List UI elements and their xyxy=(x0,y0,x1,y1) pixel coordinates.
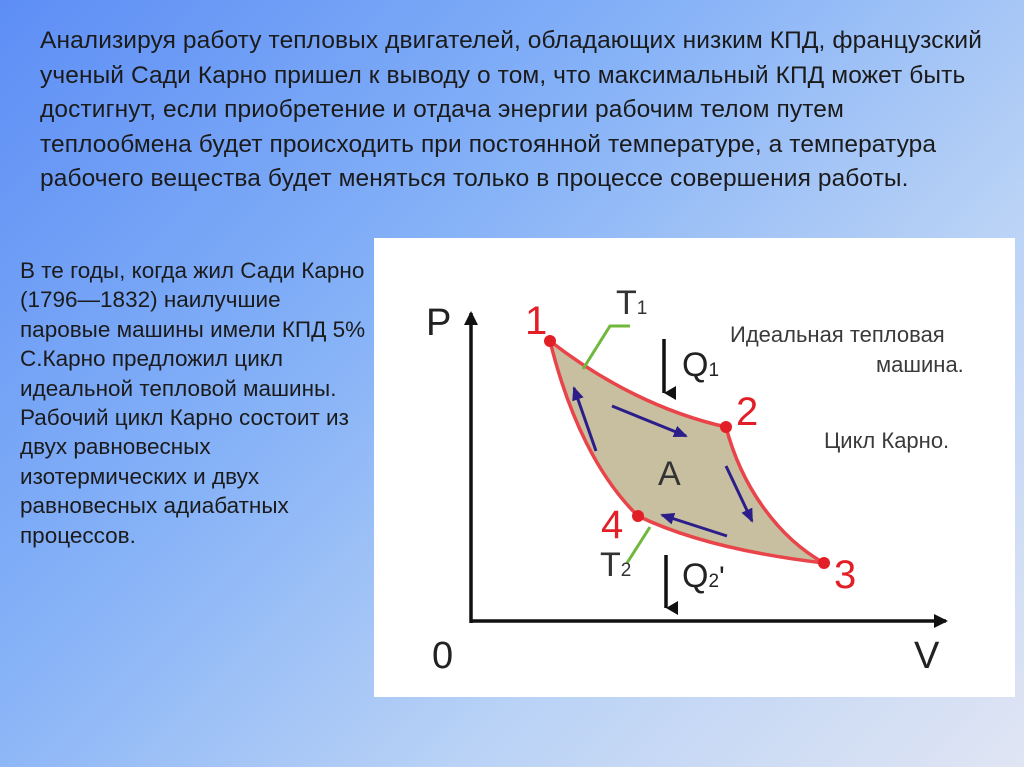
work-label: А xyxy=(658,455,681,493)
q1-label: Q1 xyxy=(682,346,720,384)
carnot-cycle-figure xyxy=(374,238,1015,697)
point-1-label: 1 xyxy=(525,299,548,343)
point-3-marker xyxy=(818,557,830,569)
point-2-label: 2 xyxy=(736,390,759,434)
q2-label: Q2' xyxy=(682,557,725,595)
t1-label: T1 xyxy=(616,284,648,322)
p-axis-label: P xyxy=(426,302,452,344)
t2-label: T2 xyxy=(600,546,632,584)
caption-cycle: Цикл Карно. xyxy=(824,428,950,453)
side-paragraph: В те годы, когда жил Сади Карно (1796—1832) наилучшие паровые машины имели КПД 5% С.Карно предложил цикл идеальной тепловой машины. Рабочий цикл Карно состоит из двух равновесных изотермических и двух равновесных адиабатных процессов. xyxy=(20,258,366,548)
point-4-label: 4 xyxy=(601,503,624,547)
point-4-marker xyxy=(632,510,644,522)
point-3-label: 3 xyxy=(834,553,857,597)
v-axis-label: V xyxy=(914,635,940,677)
t1-leader-line xyxy=(583,326,630,369)
point-2-marker xyxy=(720,421,732,433)
caption-line-2: машина. xyxy=(876,352,964,377)
origin-label: 0 xyxy=(432,635,454,677)
t2-leader-line xyxy=(627,527,650,563)
intro-paragraph: Анализируя работу тепловых двигателей, обладающих низким КПД, французский ученый Сади Карно пришел к выводу о том, что максимальный КПД может быть достигнут, если приобретение и отдача энергии рабочим телом путем теплообмена будет происходить при постоянной температуре, а температура рабочего вещества будет меняться только в процессе совершения работы. xyxy=(40,27,982,192)
caption-line-1: Идеальная тепловая xyxy=(730,322,945,347)
